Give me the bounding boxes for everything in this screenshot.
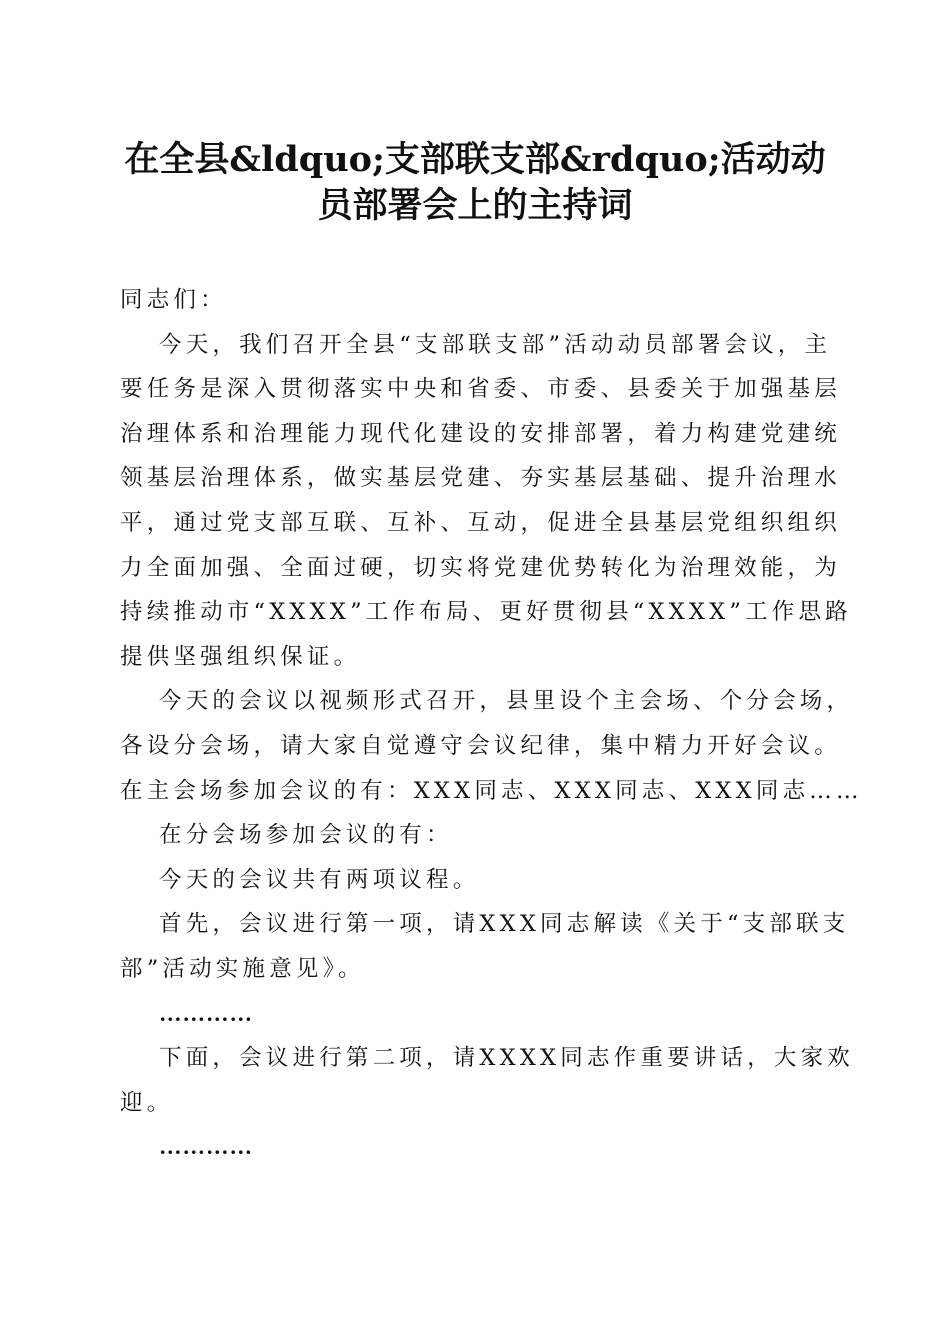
paragraph-line: 下面，会议进行第二项，请XXXX同志作重要讲话，大家欢 xyxy=(159,1045,854,1072)
paragraph-line: 治理体系和治理能力现代化建设的安排部署，着力构建党建统 xyxy=(120,420,841,447)
paragraph-line: 首先，会议进行第一项，请XXX同志解读《关于“支部联支 xyxy=(159,911,850,938)
salutation: 同志们： xyxy=(120,287,227,313)
paragraph-line: 提供坚强组织保证。 xyxy=(120,643,361,670)
document-title-line-1: 在全县&ldquo;支部联支部&rdquo;活动动 xyxy=(124,139,826,180)
paragraph-line: 持续推动市“XXXX”工作布局、更好贯彻县“XXXX”工作思路 xyxy=(120,599,852,626)
paragraph-line: 今天的会议以视频形式召开，县里设个主会场、个分会场， xyxy=(159,688,854,715)
paragraph-line: 在主会场参加会议的有：XXX同志、XXX同志、XXX同志…… xyxy=(120,777,863,804)
paragraph-line: 今天的会议共有两项议程。 xyxy=(159,866,480,893)
paragraph-line: 今天，我们召开全县“支部联支部”活动动员部署会议，主 xyxy=(159,331,832,358)
paragraph-line: 领基层治理体系，做实基层党建、夯实基层基础、提升治理水 xyxy=(120,465,841,492)
ellipsis-line: ………… xyxy=(159,1000,253,1026)
paragraph-line: 平，通过党支部互联、互补、互动，促进全县基层党组织组织 xyxy=(120,509,841,536)
document-title-line-2: 员部署会上的主持词 xyxy=(317,185,633,226)
document-body xyxy=(120,278,863,1170)
ellipsis-line: ………… xyxy=(159,1134,253,1160)
paragraph-line: 部”活动实施意见》。 xyxy=(120,955,365,982)
paragraph-line: 力全面加强、全面过硬，切实将党建优势转化为治理效能，为 xyxy=(120,554,841,581)
paragraph-line: 各设分会场，请大家自觉遵守会议纪律，集中精力开好会议。 xyxy=(120,732,841,759)
paragraph-line: 在分会场参加会议的有： xyxy=(159,822,453,849)
paragraph-line: 要任务是深入贯彻落实中央和省委、市委、县委关于加强基层 xyxy=(120,376,841,403)
paragraph-line: 迎。 xyxy=(120,1089,174,1116)
